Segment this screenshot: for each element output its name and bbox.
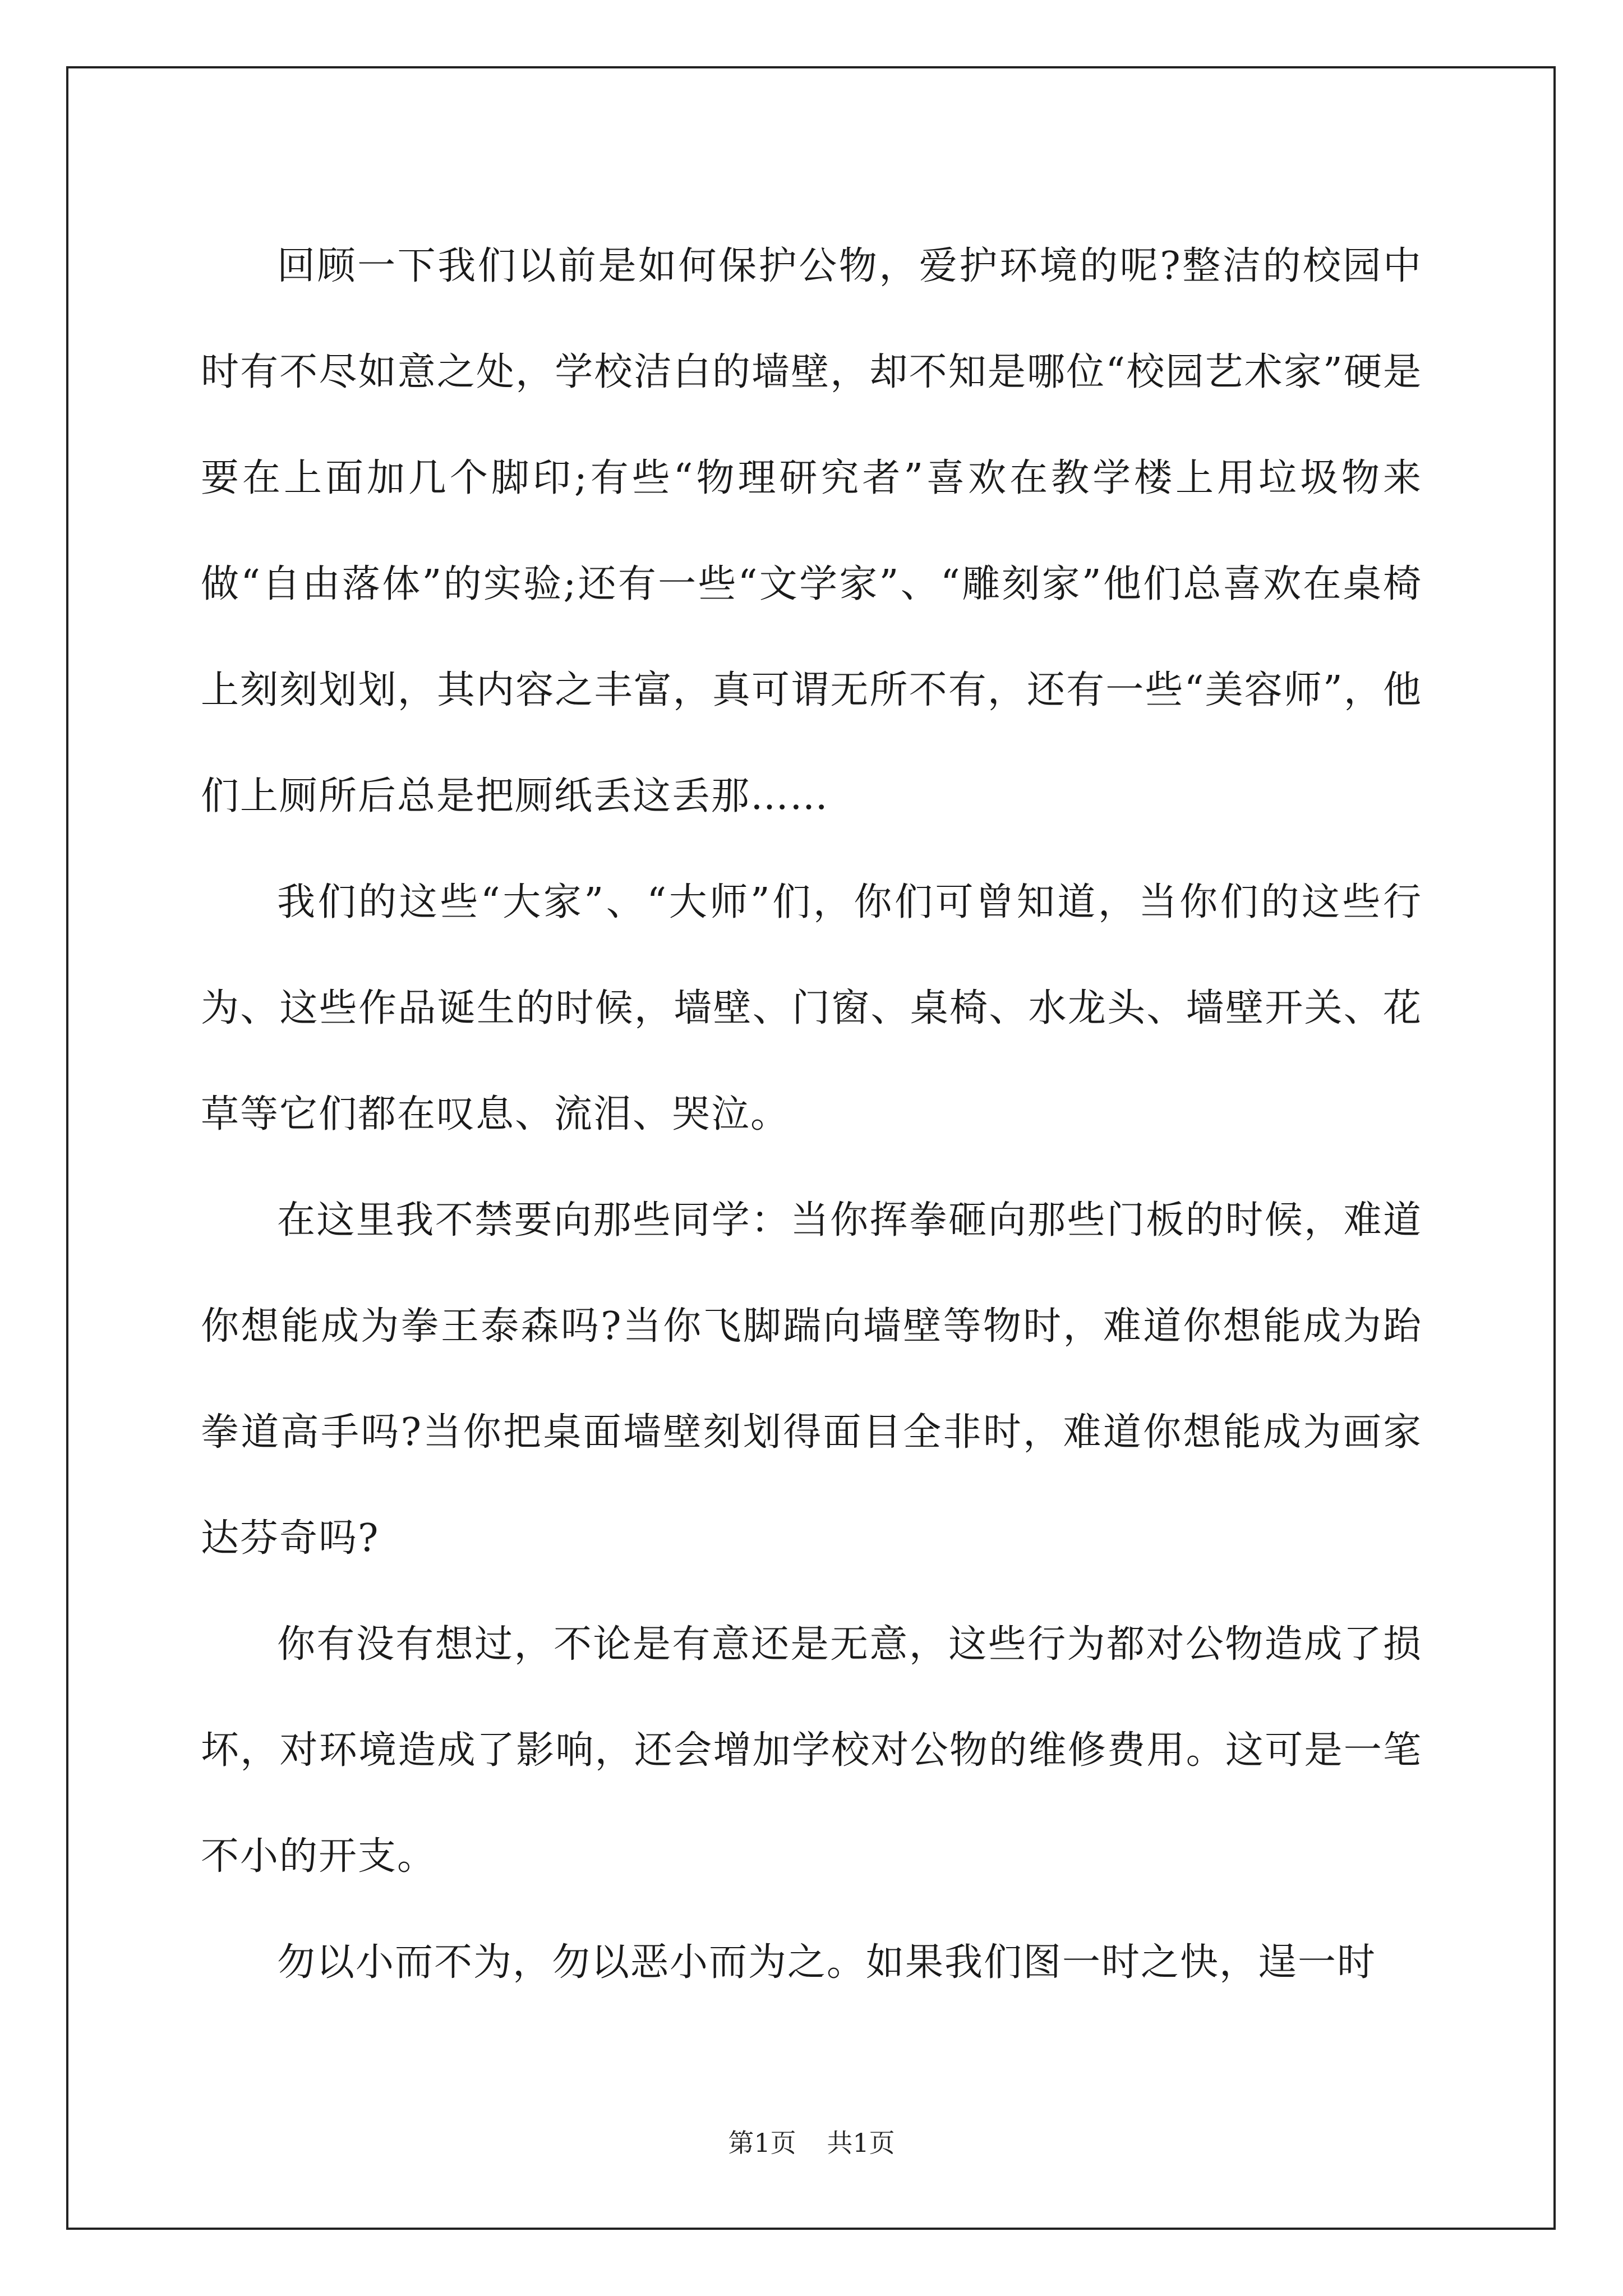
- document-body: [201, 213, 1422, 2016]
- page-footer: [0, 2126, 1623, 2160]
- paragraph-3: 在这里我不禁要向那些同学：当你挥拳砸向那些门板的时候，难道你想能成为拳王泰森吗?当你飞脚踹向墙壁等物时，难道你想能成为跆拳道高手吗?当你把桌面墙壁刻划得面目全非时，难道你想能成为画家达芬奇吗?: [201, 1198, 1422, 1561]
- paragraph-1: 回顾一下我们以前是如何保护公物，爱护环境的呢?整洁的校园中时有不尽如意之处，学校洁白的墙壁，却不知是哪位“校园艺术家”硬是要在上面加几个脚印;有些“物理研究者”喜欢在教学楼上用垃圾物来做“自由落体”的实验;还有一些“文学家”、“雕刻家”他们总喜欢在桌椅上刻刻划划，其内容之丰富，真可谓无所不有，还有一些“美容师”，他们上厕所后总是把厕纸丢这丢那……: [201, 244, 1422, 818]
- paragraph-4: 你有没有想过，不论是有意还是无意，这些行为都对公物造成了损坏，对环境造成了影响，还会增加学校对公物的维修费用。这可是一笔不小的开支。: [201, 1622, 1422, 1879]
- paragraph-2: 我们的这些“大家”、“大师”们，你们可曾知道，当你们的这些行为、这些作品诞生的时候，墙壁、门窗、桌椅、水龙头、墙壁开关、花草等它们都在叹息、流泪、哭泣。: [201, 880, 1422, 1137]
- page-total: 共1页: [827, 2128, 895, 2158]
- page-number: 第1页: [728, 2128, 796, 2158]
- paragraph-5: 勿以小而不为，勿以恶小而为之。如果我们图一时之快，逞一时: [277, 1940, 1377, 1985]
